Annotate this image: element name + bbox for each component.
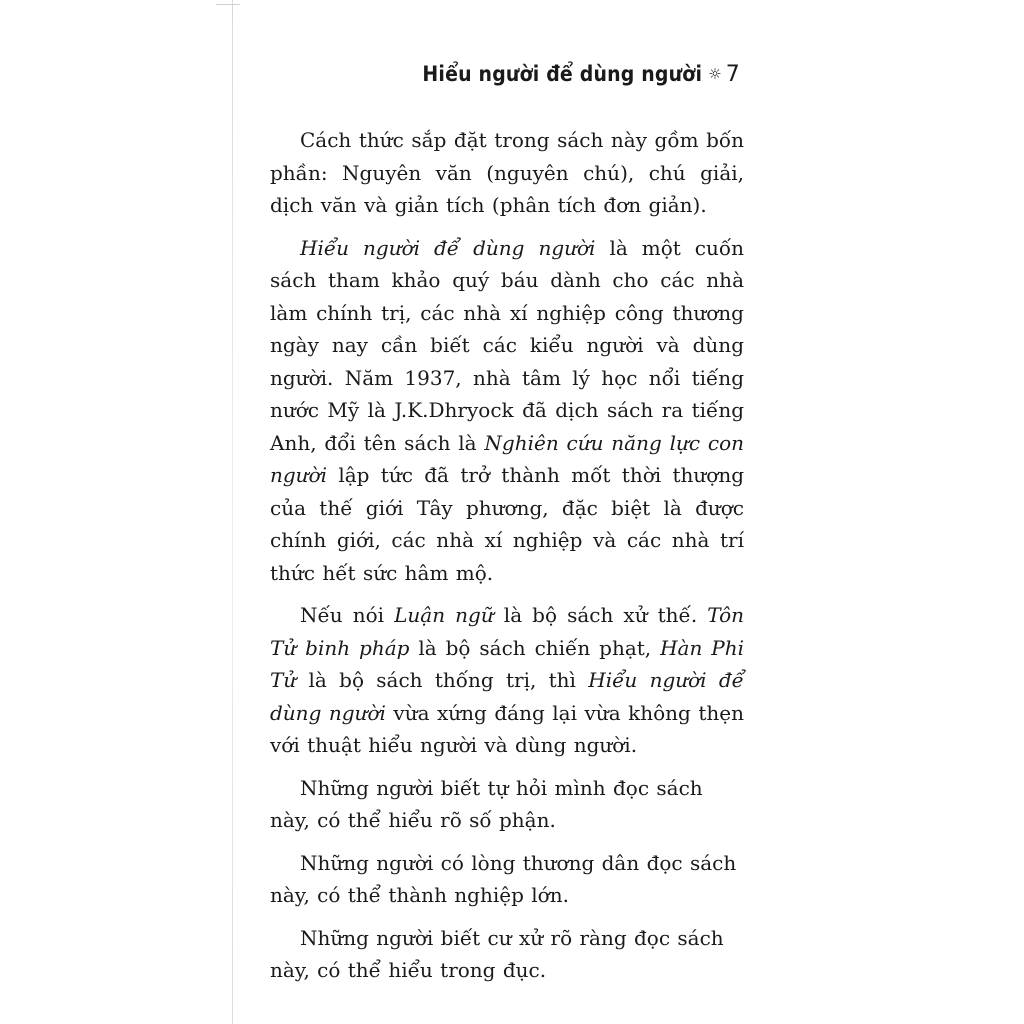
italic-book-title: Nghiên cứu năng lực con người: [270, 430, 744, 487]
text-segment: Nếu nói: [300, 603, 395, 627]
running-header: [250, 62, 740, 87]
text-segment: là bộ sách xử thế.: [493, 603, 708, 627]
text-segment: vừa xứng đáng lại vừa không thẹn với thuật hiểu người và dùng người.: [270, 700, 744, 757]
text-segment: là bộ sách chiến phạt,: [409, 635, 661, 660]
text-segment: lập tức đã trở thành mốt thời thượng của thế giới Tây phương, đặc biệt là được chính giới, các nhà xí nghiệp và các nhà trí thức hết sức hâm mộ.: [270, 463, 744, 585]
italic-book-title: Luận ngữ: [394, 603, 494, 627]
paragraph-reader-career: [270, 847, 744, 912]
paragraph-reader-clarity: [270, 922, 744, 987]
paragraph-reader-fate: [270, 772, 744, 837]
italic-book-title: Tôn Tử binh pháp: [270, 603, 745, 660]
text-segment: Những người có lòng thương dân đọc sách này, có thể thành nghiệp lớn.: [270, 850, 737, 907]
text-segment: là bộ sách thống trị, thì: [296, 668, 589, 692]
paragraph-book-structure: [270, 124, 744, 222]
paragraph-comparison: [270, 599, 744, 762]
text-segment: Những người biết tự hỏi mình đọc sách này, có thể hiểu rõ số phận.: [270, 775, 703, 832]
italic-book-title: Hiểu người để dùng người: [270, 668, 744, 725]
text-segment: là một cuốn sách tham khảo quý báu dành cho các nhà làm chính trị, các nhà xí nghiệp công thương ngày nay cần biết các kiểu người và dùng người. Năm 1937, nhà tâm lý học nổi tiếng nước Mỹ là J.K.Dhryock đã dịch sách ra tiếng Anh, đổi tên sách là: [270, 235, 744, 455]
italic-book-title: Hàn Phi Tử: [270, 635, 744, 692]
page-number: 7: [725, 62, 740, 87]
page-edge-mark: [216, 4, 240, 5]
italic-book-title: Hiểu người để dùng người: [300, 235, 596, 260]
sun-ornament-icon: ☼: [708, 65, 722, 83]
running-header-title: Hiểu người để dùng người: [422, 62, 703, 86]
page-edge-line: [232, 0, 233, 1024]
text-segment: Những người biết cư xử rõ ràng đọc sách này, có thể hiểu trong đục.: [270, 925, 724, 982]
text-segment: Cách thức sắp đặt trong sách này gồm bốn phần: Nguyên văn (nguyên chú), chú giải, dịch văn và giản tích (phân tích đơn giản).: [270, 128, 744, 217]
paragraph-book-reference: [270, 232, 744, 590]
body-text: [270, 124, 744, 997]
